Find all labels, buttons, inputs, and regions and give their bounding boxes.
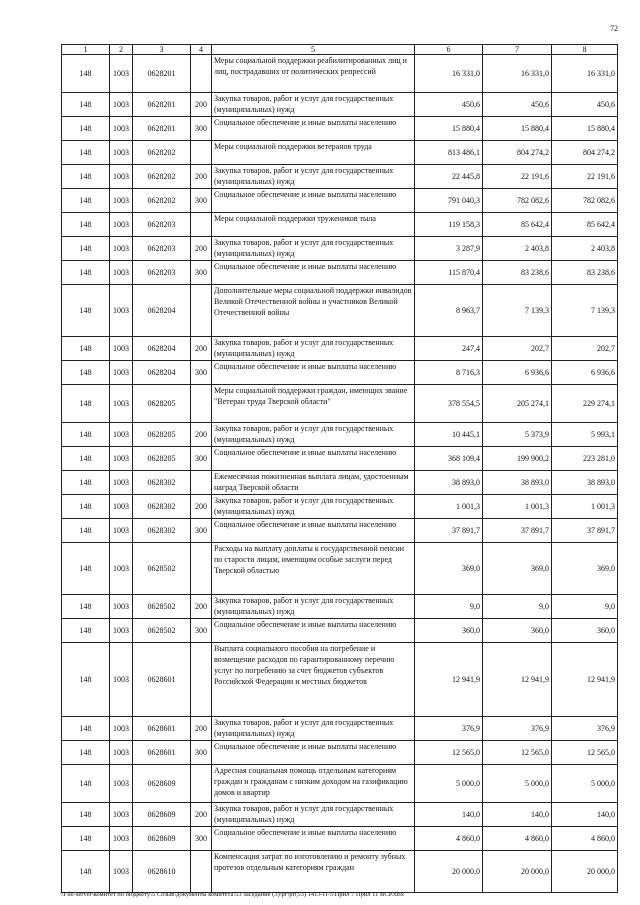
amount-col6-cell: 5 000,0 — [415, 765, 483, 803]
table-row — [62, 189, 618, 213]
admin-code-cell: 148 — [62, 93, 110, 117]
amount-col7-cell: 804 274,2 — [483, 141, 552, 165]
amount-col8-cell: 1 001,3 — [552, 495, 618, 519]
amount-col7-cell: 360,0 — [483, 619, 552, 643]
amount-col7-cell: 12 941,9 — [483, 643, 552, 717]
section-code-cell: 1003 — [110, 851, 133, 893]
target-article-cell: 0628502 — [133, 619, 191, 643]
amount-col7-cell: 2 403,8 — [483, 237, 552, 261]
amount-col7-cell: 782 082,6 — [483, 189, 552, 213]
amount-col6-cell: 378 554,5 — [415, 385, 483, 423]
description-cell: Компенсация затрат по изготовлению и ремонту зубных протезов отдельным категориям граждан — [212, 851, 415, 893]
target-article-cell: 0628609 — [133, 765, 191, 803]
admin-code-cell: 148 — [62, 337, 110, 361]
section-code-cell: 1003 — [110, 643, 133, 717]
expense-type-cell: 200 — [191, 337, 212, 361]
expense-type-cell: 200 — [191, 803, 212, 827]
section-code-cell: 1003 — [110, 519, 133, 543]
description-cell: Меры социальной поддержки реабилитированных лиц и лиц, пострадавших от политических репрессий — [212, 55, 415, 93]
expense-type-cell — [191, 141, 212, 165]
expense-type-cell: 200 — [191, 717, 212, 741]
description-cell: Закупка товаров, работ и услуг для государственных (муниципальных) нужд — [212, 803, 415, 827]
amount-col7-cell: 9,0 — [483, 595, 552, 619]
amount-col7-cell: 16 331,0 — [483, 55, 552, 93]
description-cell: Закупка товаров, работ и услуг для государственных (муниципальных) нужд — [212, 495, 415, 519]
description-cell: Закупка товаров, работ и услуг для государственных (муниципальных) нужд — [212, 93, 415, 117]
admin-code-cell: 148 — [62, 117, 110, 141]
amount-col7-cell: 202,7 — [483, 337, 552, 361]
target-article-cell: 0628302 — [133, 471, 191, 495]
amount-col6-cell: 3 287,9 — [415, 237, 483, 261]
expense-type-cell: 300 — [191, 619, 212, 643]
expense-type-cell: 300 — [191, 741, 212, 765]
table-header-row — [62, 45, 618, 55]
amount-col6-cell: 360,0 — [415, 619, 483, 643]
expense-type-cell: 300 — [191, 361, 212, 385]
section-code-cell: 1003 — [110, 385, 133, 423]
amount-col6-cell: 10 445,1 — [415, 423, 483, 447]
admin-code-cell: 148 — [62, 595, 110, 619]
section-code-cell: 1003 — [110, 717, 133, 741]
expense-type-cell: 300 — [191, 447, 212, 471]
target-article-cell: 0628204 — [133, 337, 191, 361]
admin-code-cell: 148 — [62, 385, 110, 423]
admin-code-cell: 148 — [62, 765, 110, 803]
target-article-cell: 0628204 — [133, 285, 191, 337]
description-cell: Социальное обеспечение и иные выплаты населению — [212, 827, 415, 851]
amount-col6-cell: 368 109,4 — [415, 447, 483, 471]
description-cell: Социальное обеспечение и иные выплаты населению — [212, 361, 415, 385]
amount-col6-cell: 16 331,0 — [415, 55, 483, 93]
description-cell: Дополнительные меры социальной поддержки инвалидов Великой Отечественной войны и участников Великой Отечественной войны — [212, 285, 415, 337]
description-cell: Социальное обеспечение и иные выплаты населению — [212, 741, 415, 765]
description-cell: Социальное обеспечение и иные выплаты населению — [212, 189, 415, 213]
amount-col8-cell: 38 893,0 — [552, 471, 618, 495]
amount-col8-cell: 450,6 — [552, 93, 618, 117]
table-row — [62, 741, 618, 765]
amount-col6-cell: 813 486,1 — [415, 141, 483, 165]
expense-type-cell — [191, 543, 212, 595]
table-row — [62, 55, 618, 93]
section-code-cell: 1003 — [110, 619, 133, 643]
table-row — [62, 643, 618, 717]
expense-type-cell — [191, 213, 212, 237]
admin-code-cell: 148 — [62, 55, 110, 93]
section-code-cell: 1003 — [110, 261, 133, 285]
description-cell: Меры социальной поддержки граждан, имеющих звание "Ветеран труда Тверской области" — [212, 385, 415, 423]
target-article-cell: 0628601 — [133, 717, 191, 741]
table-row — [62, 165, 618, 189]
table-row — [62, 385, 618, 423]
header-cell: 1 — [62, 45, 110, 55]
target-article-cell: 0628203 — [133, 213, 191, 237]
admin-code-cell: 148 — [62, 361, 110, 385]
target-article-cell: 0628610 — [133, 851, 191, 893]
expense-type-cell: 200 — [191, 595, 212, 619]
amount-col8-cell: 376,9 — [552, 717, 618, 741]
amount-col8-cell: 5 993,1 — [552, 423, 618, 447]
amount-col7-cell: 37 891,7 — [483, 519, 552, 543]
amount-col8-cell: 9,0 — [552, 595, 618, 619]
section-code-cell: 1003 — [110, 765, 133, 803]
admin-code-cell: 148 — [62, 495, 110, 519]
admin-code-cell: 148 — [62, 803, 110, 827]
amount-col6-cell: 9,0 — [415, 595, 483, 619]
amount-col6-cell: 12 565,0 — [415, 741, 483, 765]
description-cell: Расходы на выплату доплаты к государственной пенсии по старости лицам, имеющим особые заслуги перед Тверской областью — [212, 543, 415, 595]
amount-col8-cell: 369,0 — [552, 543, 618, 595]
target-article-cell: 0628201 — [133, 117, 191, 141]
table-row — [62, 261, 618, 285]
amount-col7-cell: 1 001,3 — [483, 495, 552, 519]
section-code-cell: 1003 — [110, 55, 133, 93]
amount-col6-cell: 369,0 — [415, 543, 483, 595]
amount-col8-cell: 22 191,6 — [552, 165, 618, 189]
amount-col8-cell: 782 082,6 — [552, 189, 618, 213]
expense-type-cell — [191, 643, 212, 717]
amount-col7-cell: 12 565,0 — [483, 741, 552, 765]
amount-col8-cell: 83 238,6 — [552, 261, 618, 285]
table-row — [62, 765, 618, 803]
amount-col8-cell: 4 860,0 — [552, 827, 618, 851]
amount-col8-cell: 12 565,0 — [552, 741, 618, 765]
table-row — [62, 519, 618, 543]
amount-col7-cell: 4 860,0 — [483, 827, 552, 851]
description-cell: Адресная социальная помощь отдельным категориям граждан и гражданам с низким доходом на газификацию домов и квартир — [212, 765, 415, 803]
amount-col7-cell: 7 139,3 — [483, 285, 552, 337]
description-cell: Закупка товаров, работ и услуг для государственных (муниципальных) нужд — [212, 237, 415, 261]
amount-col7-cell: 38 893,0 — [483, 471, 552, 495]
section-code-cell: 1003 — [110, 285, 133, 337]
table-row — [62, 471, 618, 495]
admin-code-cell: 148 — [62, 717, 110, 741]
description-cell: Социальное обеспечение и иные выплаты населению — [212, 519, 415, 543]
table-row — [62, 93, 618, 117]
amount-col6-cell: 38 893,0 — [415, 471, 483, 495]
section-code-cell: 1003 — [110, 741, 133, 765]
amount-col7-cell: 369,0 — [483, 543, 552, 595]
table-row — [62, 717, 618, 741]
amount-col8-cell: 140,0 — [552, 803, 618, 827]
amount-col6-cell: 115 870,4 — [415, 261, 483, 285]
section-code-cell: 1003 — [110, 165, 133, 189]
section-code-cell: 1003 — [110, 117, 133, 141]
table-row — [62, 213, 618, 237]
table-row — [62, 803, 618, 827]
section-code-cell: 1003 — [110, 189, 133, 213]
target-article-cell: 0628204 — [133, 361, 191, 385]
description-cell: Социальное обеспечение и иные выплаты населению — [212, 261, 415, 285]
section-code-cell: 1003 — [110, 447, 133, 471]
amount-col8-cell: 229 274,1 — [552, 385, 618, 423]
target-article-cell: 0628302 — [133, 495, 191, 519]
amount-col7-cell: 5 000,0 — [483, 765, 552, 803]
amount-col7-cell: 5 373,9 — [483, 423, 552, 447]
section-code-cell: 1003 — [110, 93, 133, 117]
admin-code-cell: 148 — [62, 851, 110, 893]
amount-col7-cell: 450,6 — [483, 93, 552, 117]
expense-type-cell: 200 — [191, 165, 212, 189]
table-row — [62, 495, 618, 519]
table-row — [62, 827, 618, 851]
file-path-footer: \\File-server\комитет по бюджету\5 Созыв\документы комитета\53 заседание (3)\рг\рг(53) 1413-П-5\Прил 7 Прил 11 ВСР.xlsx — [60, 891, 404, 898]
target-article-cell: 0628205 — [133, 447, 191, 471]
admin-code-cell: 148 — [62, 423, 110, 447]
target-article-cell: 0628601 — [133, 643, 191, 717]
expense-type-cell: 300 — [191, 519, 212, 543]
section-code-cell: 1003 — [110, 595, 133, 619]
amount-col7-cell: 205 274,1 — [483, 385, 552, 423]
admin-code-cell: 148 — [62, 543, 110, 595]
expense-type-cell: 200 — [191, 495, 212, 519]
table-row — [62, 337, 618, 361]
section-code-cell: 1003 — [110, 495, 133, 519]
admin-code-cell: 148 — [62, 643, 110, 717]
expense-type-cell — [191, 285, 212, 337]
description-cell: Закупка товаров, работ и услуг для государственных (муниципальных) нужд — [212, 717, 415, 741]
amount-col8-cell: 5 000,0 — [552, 765, 618, 803]
section-code-cell: 1003 — [110, 803, 133, 827]
description-cell: Социальное обеспечение и иные выплаты населению — [212, 117, 415, 141]
amount-col6-cell: 8 963,7 — [415, 285, 483, 337]
expense-type-cell: 300 — [191, 827, 212, 851]
amount-col8-cell: 804 274,2 — [552, 141, 618, 165]
amount-col6-cell: 376,9 — [415, 717, 483, 741]
section-code-cell: 1003 — [110, 543, 133, 595]
table-row — [62, 595, 618, 619]
admin-code-cell: 148 — [62, 237, 110, 261]
description-cell: Социальное обеспечение и иные выплаты населению — [212, 619, 415, 643]
amount-col8-cell: 20 000,0 — [552, 851, 618, 893]
amount-col6-cell: 20 000,0 — [415, 851, 483, 893]
amount-col8-cell: 360,0 — [552, 619, 618, 643]
header-cell: 6 — [415, 45, 483, 55]
target-article-cell: 0628502 — [133, 543, 191, 595]
description-cell: Ежемесячная пожизненная выплата лицам, удостоенным наград Тверской области — [212, 471, 415, 495]
target-article-cell: 0628609 — [133, 827, 191, 851]
expense-type-cell — [191, 765, 212, 803]
amount-col7-cell: 140,0 — [483, 803, 552, 827]
amount-col8-cell: 2 403,8 — [552, 237, 618, 261]
amount-col6-cell: 22 445,8 — [415, 165, 483, 189]
table-row — [62, 285, 618, 337]
target-article-cell: 0628205 — [133, 423, 191, 447]
target-article-cell: 0628609 — [133, 803, 191, 827]
target-article-cell: 0628205 — [133, 385, 191, 423]
admin-code-cell: 148 — [62, 261, 110, 285]
expense-type-cell — [191, 55, 212, 93]
admin-code-cell: 148 — [62, 519, 110, 543]
description-cell: Меры социальной поддержки тружеников тыла — [212, 213, 415, 237]
section-code-cell: 1003 — [110, 827, 133, 851]
admin-code-cell: 148 — [62, 189, 110, 213]
budget-table — [61, 44, 618, 893]
table-row — [62, 141, 618, 165]
amount-col7-cell: 83 238,6 — [483, 261, 552, 285]
amount-col7-cell: 6 936,6 — [483, 361, 552, 385]
header-cell: 2 — [110, 45, 133, 55]
section-code-cell: 1003 — [110, 213, 133, 237]
amount-col7-cell: 376,9 — [483, 717, 552, 741]
admin-code-cell: 148 — [62, 619, 110, 643]
section-code-cell: 1003 — [110, 423, 133, 447]
expense-type-cell — [191, 471, 212, 495]
header-cell: 7 — [483, 45, 552, 55]
amount-col6-cell: 4 860,0 — [415, 827, 483, 851]
description-cell: Выплата социального пособия на погребение и возмещение расходов по гарантированному перечню услуг по погребению за счет бюджетов субъектов Российской Федерации и местных бюджетов — [212, 643, 415, 717]
page-number: 72 — [610, 24, 618, 33]
header-cell: 8 — [552, 45, 618, 55]
expense-type-cell — [191, 385, 212, 423]
amount-col8-cell: 7 139,3 — [552, 285, 618, 337]
section-code-cell: 1003 — [110, 471, 133, 495]
amount-col6-cell: 247,4 — [415, 337, 483, 361]
description-cell: Закупка товаров, работ и услуг для государственных (муниципальных) нужд — [212, 423, 415, 447]
expense-type-cell — [191, 851, 212, 893]
expense-type-cell: 200 — [191, 237, 212, 261]
target-article-cell: 0628201 — [133, 93, 191, 117]
admin-code-cell: 148 — [62, 471, 110, 495]
admin-code-cell: 148 — [62, 741, 110, 765]
admin-code-cell: 148 — [62, 165, 110, 189]
amount-col8-cell: 202,7 — [552, 337, 618, 361]
amount-col6-cell: 450,6 — [415, 93, 483, 117]
amount-col6-cell: 12 941,9 — [415, 643, 483, 717]
table-row — [62, 851, 618, 893]
amount-col7-cell: 15 880,4 — [483, 117, 552, 141]
table-row — [62, 361, 618, 385]
target-article-cell: 0628502 — [133, 595, 191, 619]
table-row — [62, 237, 618, 261]
description-cell: Меры социальной поддержки ветеранов труда — [212, 141, 415, 165]
expense-type-cell: 200 — [191, 93, 212, 117]
amount-col8-cell: 223 281,0 — [552, 447, 618, 471]
amount-col8-cell: 6 936,6 — [552, 361, 618, 385]
table-row — [62, 447, 618, 471]
description-cell: Закупка товаров, работ и услуг для государственных (муниципальных) нужд — [212, 595, 415, 619]
table-row — [62, 423, 618, 447]
target-article-cell: 0628601 — [133, 741, 191, 765]
description-cell: Закупка товаров, работ и услуг для государственных (муниципальных) нужд — [212, 165, 415, 189]
section-code-cell: 1003 — [110, 337, 133, 361]
target-article-cell: 0628202 — [133, 165, 191, 189]
target-article-cell: 0628201 — [133, 55, 191, 93]
table-row — [62, 543, 618, 595]
table-row — [62, 117, 618, 141]
amount-col8-cell: 12 941,9 — [552, 643, 618, 717]
amount-col8-cell: 37 891,7 — [552, 519, 618, 543]
admin-code-cell: 148 — [62, 213, 110, 237]
header-cell: 3 — [133, 45, 191, 55]
amount-col6-cell: 15 880,4 — [415, 117, 483, 141]
amount-col6-cell: 119 158,3 — [415, 213, 483, 237]
amount-col7-cell: 85 642,4 — [483, 213, 552, 237]
target-article-cell: 0628203 — [133, 261, 191, 285]
admin-code-cell: 148 — [62, 141, 110, 165]
header-cell: 4 — [191, 45, 212, 55]
section-code-cell: 1003 — [110, 237, 133, 261]
amount-col6-cell: 140,0 — [415, 803, 483, 827]
description-cell: Социальное обеспечение и иные выплаты населению — [212, 447, 415, 471]
expense-type-cell: 300 — [191, 189, 212, 213]
target-article-cell: 0628302 — [133, 519, 191, 543]
amount-col7-cell: 20 000,0 — [483, 851, 552, 893]
amount-col7-cell: 22 191,6 — [483, 165, 552, 189]
amount-col8-cell: 15 880,4 — [552, 117, 618, 141]
expense-type-cell: 200 — [191, 423, 212, 447]
amount-col7-cell: 199 900,2 — [483, 447, 552, 471]
section-code-cell: 1003 — [110, 141, 133, 165]
admin-code-cell: 148 — [62, 827, 110, 851]
amount-col8-cell: 16 331,0 — [552, 55, 618, 93]
header-cell: 5 — [212, 45, 415, 55]
description-cell: Закупка товаров, работ и услуг для государственных (муниципальных) нужд — [212, 337, 415, 361]
admin-code-cell: 148 — [62, 285, 110, 337]
amount-col6-cell: 8 716,3 — [415, 361, 483, 385]
admin-code-cell: 148 — [62, 447, 110, 471]
amount-col8-cell: 85 642,4 — [552, 213, 618, 237]
target-article-cell: 0628202 — [133, 141, 191, 165]
amount-col6-cell: 791 040,3 — [415, 189, 483, 213]
expense-type-cell: 300 — [191, 117, 212, 141]
amount-col6-cell: 1 001,3 — [415, 495, 483, 519]
target-article-cell: 0628203 — [133, 237, 191, 261]
expense-type-cell: 300 — [191, 261, 212, 285]
amount-col6-cell: 37 891,7 — [415, 519, 483, 543]
target-article-cell: 0628202 — [133, 189, 191, 213]
section-code-cell: 1003 — [110, 361, 133, 385]
table-row — [62, 619, 618, 643]
